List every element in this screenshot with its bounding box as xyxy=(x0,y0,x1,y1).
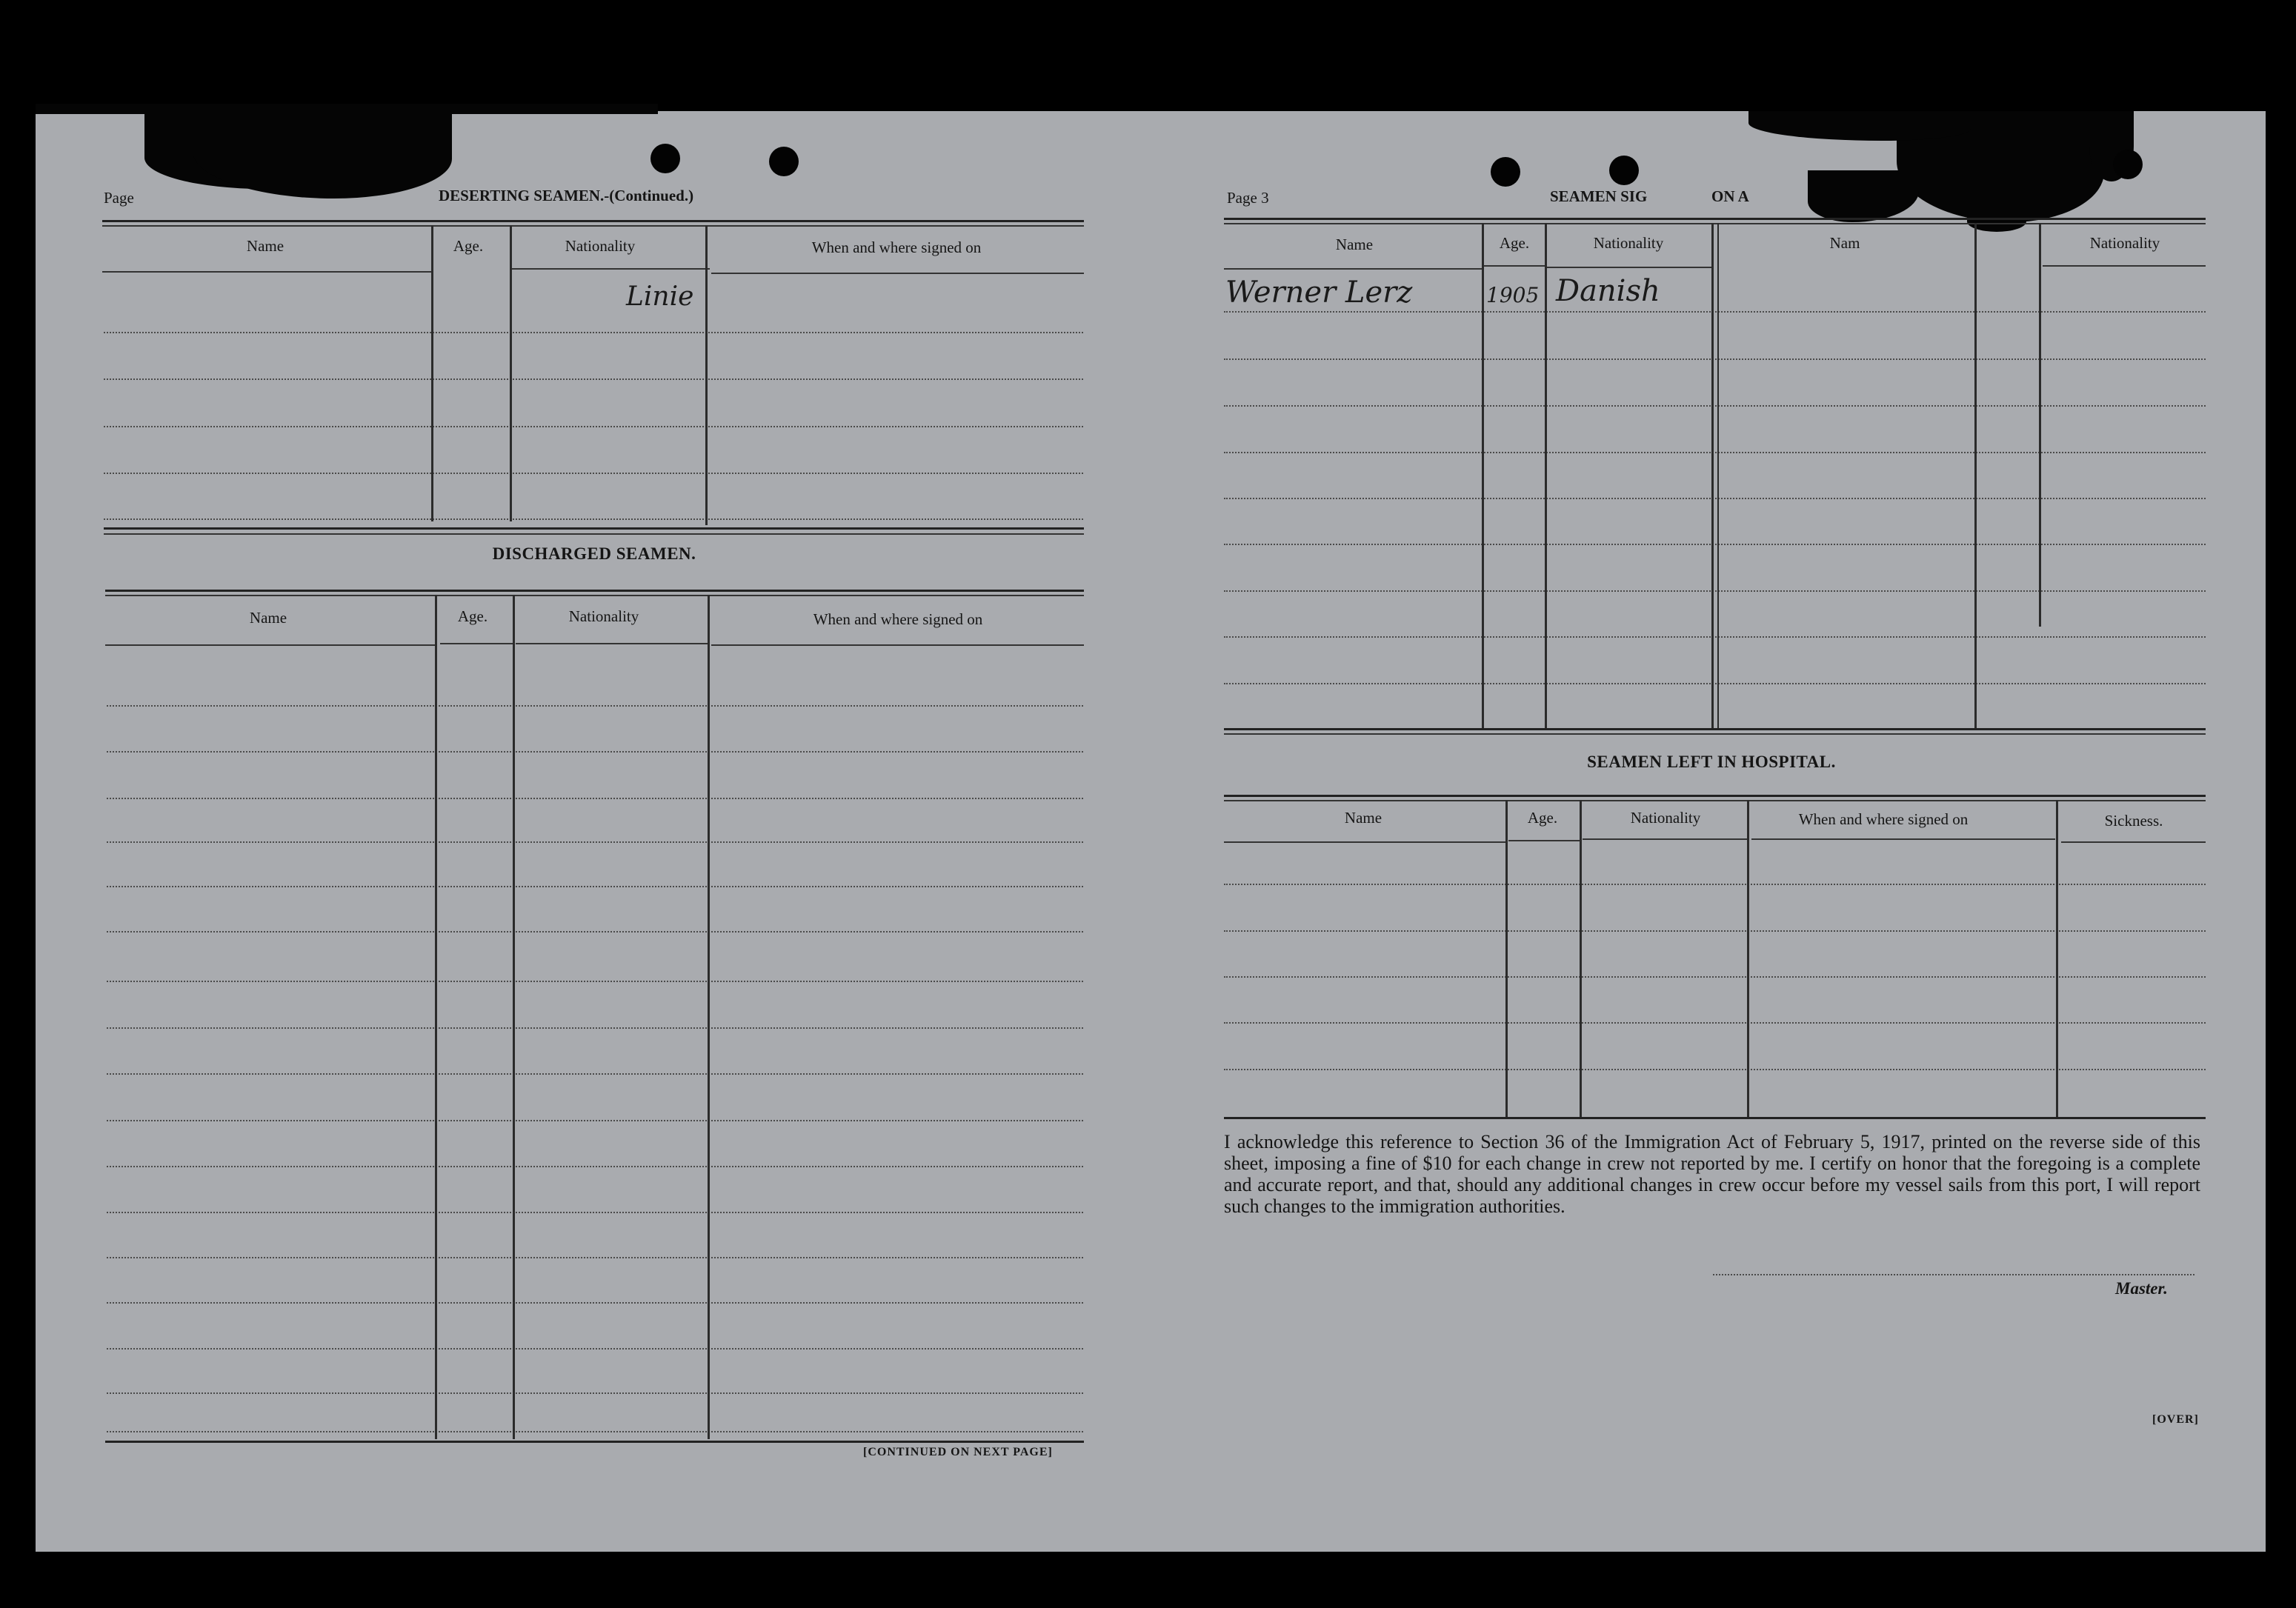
table-rule xyxy=(104,527,1084,530)
row-line xyxy=(1224,636,2206,638)
row-line xyxy=(107,1431,1083,1432)
row-line xyxy=(104,378,1083,380)
row-line xyxy=(107,886,1083,887)
column-divider xyxy=(2039,223,2041,627)
row-line xyxy=(107,1166,1083,1167)
section-title-fragment: ON A xyxy=(1711,187,1749,205)
seaman-age: 1905 xyxy=(1486,283,1540,307)
table-rule xyxy=(1751,838,2055,840)
column-divider xyxy=(435,595,437,1439)
table-rule xyxy=(1224,841,1505,843)
row-line xyxy=(1224,311,2206,313)
column-divider xyxy=(1482,223,1484,730)
section-title-discharged: DISCHARGED SEAMEN. xyxy=(492,544,696,563)
section-title-signed-on: SEAMEN SIG xyxy=(1550,187,1648,205)
column-header: When and where signed on xyxy=(1798,810,1969,828)
signature-line xyxy=(1713,1274,2194,1275)
table-rule xyxy=(1224,1117,2206,1119)
row-line xyxy=(1224,452,2206,453)
column-header: Name xyxy=(246,237,284,255)
section-title-hospital: SEAMEN LEFT IN HOSPITAL. xyxy=(1587,753,1836,771)
row-line xyxy=(107,751,1083,753)
column-divider xyxy=(510,225,512,521)
acknowledgement-text: I acknowledge this reference to Section 36 of the Immigration Act of February 5, 1917, printed on the reverse side of this sheet, imposing a fine of $10 for each change in crew not reported by me. I certify on honor that the foregoing is a complete and accurate report, and that, should any additional changes in crew occur before my vessel sails from this port, I will report such changes to the immigration authorities. xyxy=(1224,1131,2200,1217)
table-rule xyxy=(2061,841,2206,843)
over-note: [OVER] xyxy=(2152,1413,2199,1426)
table-rule xyxy=(1224,223,2206,224)
punch-hole xyxy=(2113,150,2143,179)
row-line xyxy=(1224,930,2206,932)
section-title-deserting: DESERTING SEAMEN.-(Continued.) xyxy=(439,187,694,204)
column-divider xyxy=(1974,223,1977,730)
table-rule xyxy=(1224,800,2206,801)
table-rule xyxy=(1483,265,1545,267)
table-rule xyxy=(1224,733,2206,735)
table-rule xyxy=(105,1441,1084,1443)
row-line xyxy=(104,518,1083,520)
row-line xyxy=(1224,405,2206,407)
column-header: Name xyxy=(1335,236,1374,253)
row-line xyxy=(1224,683,2206,684)
column-divider xyxy=(705,225,708,525)
column-header: Nationality xyxy=(1630,809,1701,827)
row-line xyxy=(107,981,1083,982)
page-label: Page 3 xyxy=(1227,189,1269,207)
row-line xyxy=(1224,976,2206,978)
column-header: Nationality xyxy=(1593,234,1664,252)
column-header: Sickness. xyxy=(2104,812,2163,830)
row-line xyxy=(1224,358,2206,360)
column-divider xyxy=(1711,223,1714,730)
punch-hole xyxy=(1609,156,1639,185)
column-divider xyxy=(2056,800,2058,1118)
column-header: Nationality xyxy=(565,237,636,255)
handwritten-entry: Linie xyxy=(626,281,694,312)
table-rule xyxy=(2043,265,2206,267)
row-line xyxy=(107,705,1083,707)
row-line xyxy=(107,1073,1083,1075)
table-rule xyxy=(1224,268,1482,270)
column-header: Name xyxy=(1344,809,1382,827)
row-line xyxy=(107,931,1083,933)
table-rule xyxy=(711,273,1084,274)
seaman-name: Werner Lerz xyxy=(1225,276,1413,310)
column-divider xyxy=(1580,800,1582,1118)
column-divider xyxy=(1545,223,1547,730)
column-divider xyxy=(708,595,710,1439)
punch-hole xyxy=(650,144,680,173)
table-rule xyxy=(102,225,1084,227)
column-divider xyxy=(431,225,433,521)
continued-note: [CONTINUED ON NEXT PAGE] xyxy=(863,1446,1053,1458)
row-line xyxy=(1224,498,2206,499)
table-rule xyxy=(440,643,514,644)
seaman-nationality: Danish xyxy=(1556,274,1660,308)
table-rule xyxy=(1508,840,1580,841)
column-header: Nam xyxy=(1829,234,1860,252)
table-rule xyxy=(102,271,431,273)
column-header: Age. xyxy=(1527,809,1558,827)
column-header: When and where signed on xyxy=(811,238,982,256)
column-divider xyxy=(513,595,515,1439)
row-line xyxy=(1224,1022,2206,1024)
row-line xyxy=(107,841,1083,843)
table-rule xyxy=(102,220,1084,222)
table-rule xyxy=(105,595,1084,596)
signature-label: Master. xyxy=(2115,1279,2168,1298)
table-rule xyxy=(1583,838,1747,840)
column-header: Nationality xyxy=(2089,234,2160,252)
row-line xyxy=(104,473,1083,474)
punch-hole xyxy=(1491,157,1520,187)
table-rule xyxy=(1547,267,1711,268)
column-header: Age. xyxy=(1499,234,1530,252)
row-line xyxy=(1224,1069,2206,1070)
table-rule xyxy=(104,533,1084,535)
row-line xyxy=(107,1027,1083,1029)
column-divider xyxy=(1717,223,1719,730)
table-rule xyxy=(105,590,1084,592)
table-rule xyxy=(1224,795,2206,797)
column-header: When and where signed on xyxy=(813,610,983,628)
row-line xyxy=(104,332,1083,333)
column-divider xyxy=(1747,800,1749,1118)
column-header: Nationality xyxy=(568,607,639,625)
row-line xyxy=(107,798,1083,799)
document-sheet xyxy=(36,111,2266,1552)
row-line xyxy=(104,426,1083,427)
column-header: Age. xyxy=(453,237,484,255)
column-divider xyxy=(1505,800,1508,1118)
row-line xyxy=(1224,884,2206,885)
row-line xyxy=(107,1302,1083,1304)
row-line xyxy=(1224,590,2206,592)
row-line xyxy=(107,1348,1083,1350)
table-rule xyxy=(1224,218,2206,220)
table-rule xyxy=(511,268,710,270)
table-rule xyxy=(516,643,708,644)
row-line xyxy=(107,1120,1083,1121)
row-line xyxy=(107,1392,1083,1394)
table-rule xyxy=(1224,728,2206,730)
row-line xyxy=(1224,544,2206,545)
punch-hole xyxy=(769,147,799,176)
row-line xyxy=(107,1257,1083,1258)
row-line xyxy=(107,1212,1083,1213)
column-header: Age. xyxy=(457,607,488,625)
page-label: Page xyxy=(104,189,134,207)
column-header: Name xyxy=(249,609,287,627)
table-rule xyxy=(105,644,435,646)
table-rule xyxy=(711,644,1084,646)
